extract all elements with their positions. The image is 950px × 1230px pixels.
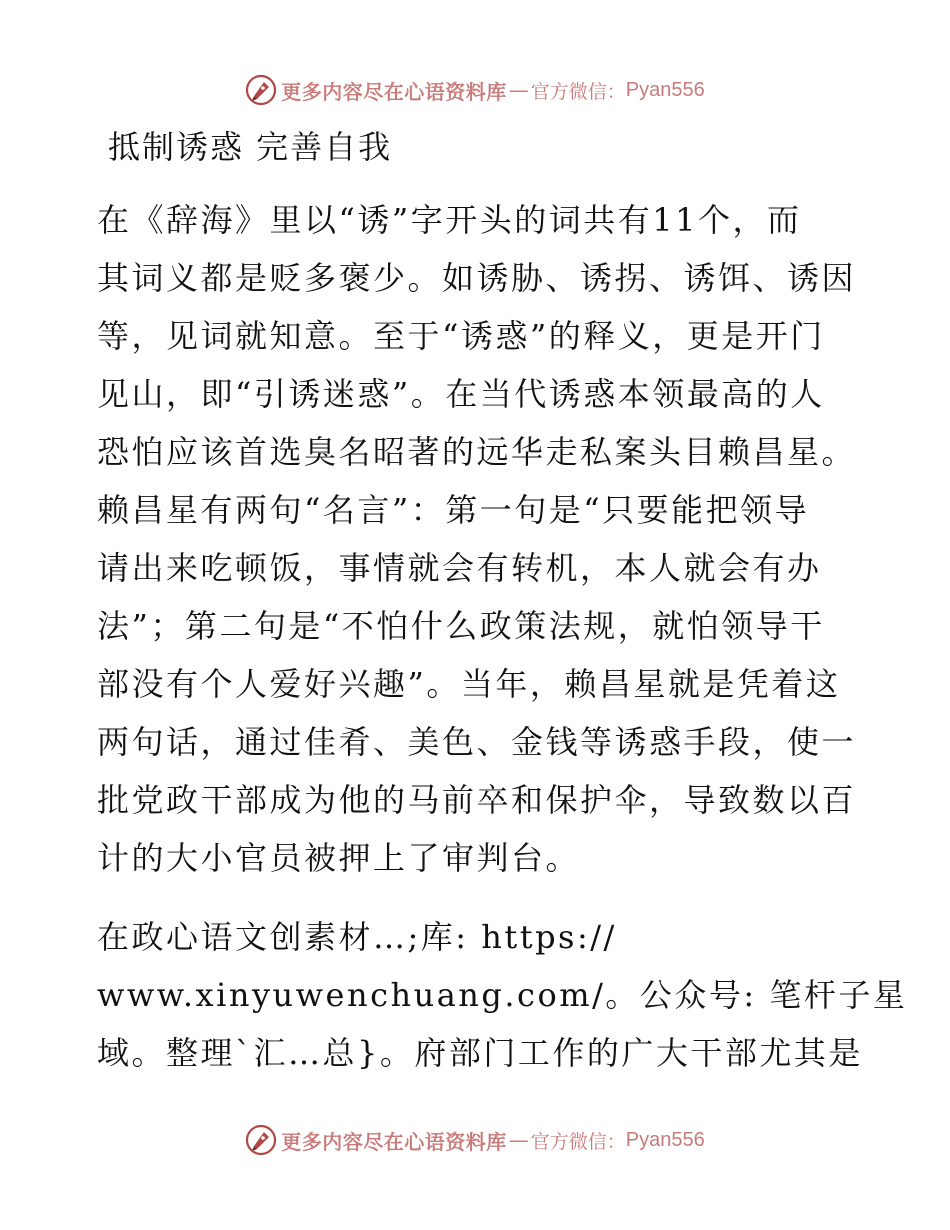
- paragraph-line: 部没有个人爱好兴趣”。当年，赖昌星就是凭着这: [97, 665, 841, 703]
- banner-text: 更多内容尽在心语资料库: [281, 1129, 507, 1154]
- banner-separator: —: [508, 1128, 529, 1152]
- paragraph-line: 批党政干部成为他的马前卒和保护伞，导致数以百: [97, 781, 857, 819]
- paragraph-line: 见山，即“引诱迷惑”。在当代诱惑本领最高的人: [97, 375, 825, 413]
- banner-wechat-id: Pyan556: [625, 1128, 705, 1151]
- pen-nib-logo-icon: [245, 1124, 277, 1156]
- document-title: 抵制诱惑 完善自我: [108, 128, 393, 166]
- footer-banner: [0, 1120, 950, 1160]
- paragraph-line: 计的大小官员被押上了审判台。: [97, 839, 581, 877]
- banner-wechat-id: Pyan556: [625, 78, 705, 101]
- paragraph-line: 恐怕应该首选臭名昭著的远华走私案头目赖昌星。: [97, 433, 857, 471]
- paragraph-line: 法”；第二句是“不怕什么政策法规，就怕领导干: [97, 607, 825, 645]
- pen-nib-logo-icon: [245, 74, 277, 106]
- paragraph-line: 请出来吃顿饭，事情就会有转机，本人就会有办: [97, 549, 822, 587]
- paragraph-line: 等，见词就知意。至于“诱惑”的释义，更是开门: [97, 317, 825, 355]
- paragraph-line: 赖昌星有两句“名言”：第一句是“只要能把领导: [97, 491, 810, 529]
- paragraph-line: 两句话，通过佳肴、美色、金钱等诱惑手段，使一: [97, 723, 857, 761]
- paragraph-line: 在政心语文创素材…;库: https://: [97, 918, 617, 956]
- paragraph-line: www.xinyuwenchuang.com/。公众号: 笔杆子星: [97, 976, 908, 1014]
- paragraph-line: 在《辞海》里以“诱”字开头的词共有11个，而: [97, 201, 802, 239]
- header-banner: [0, 70, 950, 110]
- banner-official-label: 官方微信：: [530, 1130, 626, 1153]
- paragraph-line: 其词义都是贬多褒少。如诱胁、诱拐、诱饵、诱因: [97, 259, 857, 297]
- banner-separator: —: [508, 78, 529, 102]
- banner-text: 更多内容尽在心语资料库: [281, 79, 507, 104]
- banner-official-label: 官方微信：: [530, 80, 626, 103]
- paragraph-line: 域。整理`汇…总}。府部门工作的广大干部尤其是: [97, 1034, 863, 1072]
